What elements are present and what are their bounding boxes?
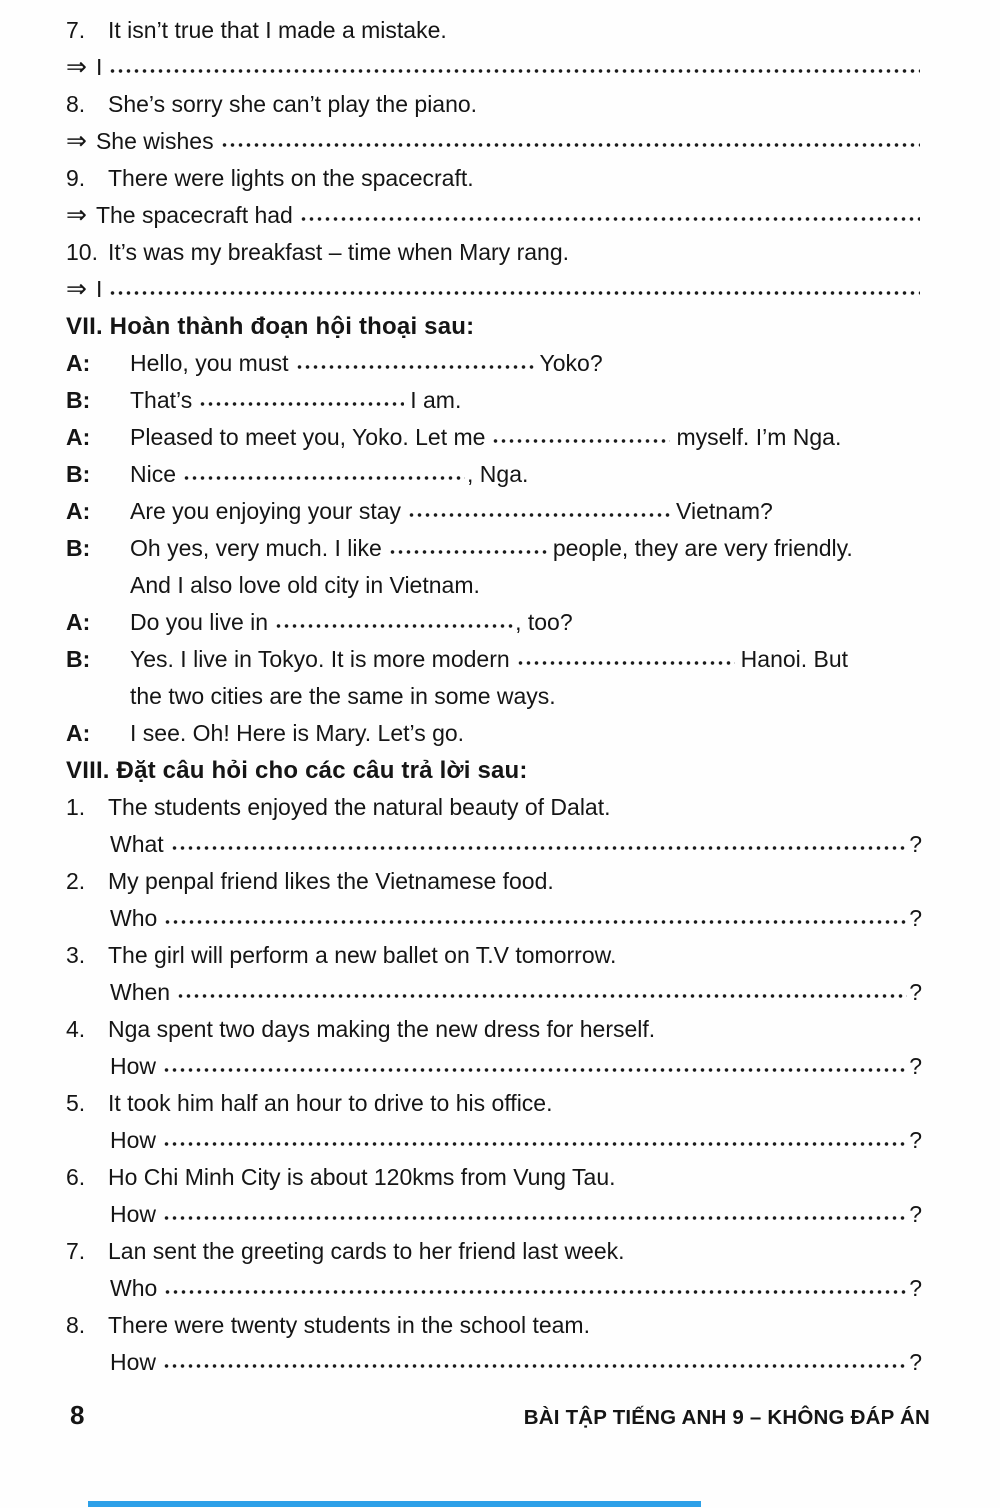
section-heading: VIII. Đặt câu hỏi cho các câu trả lời sau: (66, 757, 528, 784)
dialogue-text: Are you enjoying your stay (130, 498, 402, 524)
double-arrow-icon: ⇒ (66, 275, 87, 303)
question-mark: ? (909, 905, 922, 931)
source-sentence: It’s was my breakfast – time when Mary rang. (108, 239, 570, 265)
dotted-blank (275, 622, 513, 630)
dotted-blank (492, 437, 670, 445)
transform-exercise (66, 12, 922, 308)
dotted-blank (296, 363, 534, 371)
dotted-blank (163, 1066, 907, 1074)
dialogue-line (66, 493, 922, 530)
dialogue-text: And I also love old city in Vietnam. (130, 572, 480, 598)
speaker-label: A: (66, 498, 91, 524)
dialogue-line (66, 530, 922, 567)
dotted-blank (221, 141, 920, 149)
dotted-blank (163, 1140, 907, 1148)
exercise-item (66, 86, 922, 123)
speaker-label: B: (66, 646, 91, 672)
exercise-item (66, 789, 922, 826)
double-arrow-icon: ⇒ (66, 53, 87, 81)
dialogue-text: Oh yes, very much. I like (130, 535, 382, 561)
dialogue-text: Hello, you must (130, 350, 289, 376)
question-word: How (110, 1127, 157, 1153)
footer-title: BÀI TẬP TIẾNG ANH 9 – KHÔNG ĐÁP ÁN (523, 1406, 930, 1429)
answer-line (66, 271, 922, 308)
question-word: When (110, 979, 171, 1005)
answer-sentence: It took him half an hour to drive to his office. (108, 1090, 553, 1116)
question-word: What (110, 831, 164, 857)
dialogue-text: Nice (130, 461, 177, 487)
answer-sentence: The girl will perform a new ballet on T.V tomorrow. (108, 942, 617, 968)
dialogue-text: Do you live in (130, 609, 269, 635)
dotted-blank (171, 844, 908, 852)
dialogue-continuation (66, 678, 922, 715)
dotted-blank (177, 992, 907, 1000)
section-heading: VII. Hoàn thành đoạn hội thoại sau: (66, 313, 475, 340)
question-line (66, 1048, 922, 1085)
question-word: Who (110, 905, 158, 931)
question-mark: ? (909, 979, 922, 1005)
dotted-blank (183, 474, 465, 482)
answer-stem: I (95, 54, 103, 80)
dialogue-text: Yes. I live in Tokyo. It is more modern (130, 646, 510, 672)
dialogue-text: , too? (515, 609, 573, 635)
item-number: 7. (66, 1238, 86, 1264)
dotted-blank (163, 1214, 907, 1222)
dialogue-text: people, they are very friendly. (552, 535, 853, 561)
dialogue-line (66, 382, 922, 419)
speaker-label: A: (66, 609, 91, 635)
question-line (66, 1122, 922, 1159)
section-vii-dialogue (66, 308, 922, 752)
question-line (66, 1344, 922, 1381)
exercise-item (66, 1233, 922, 1270)
question-line (66, 974, 922, 1011)
question-word: How (110, 1053, 157, 1079)
speaker-label: B: (66, 387, 91, 413)
dotted-blank (517, 659, 735, 667)
dialogue-continuation (66, 567, 922, 604)
answer-line (66, 123, 922, 160)
dotted-blank (164, 918, 907, 926)
question-mark: ? (909, 831, 922, 857)
exercise-item (66, 160, 922, 197)
dialogue-text: , Nga. (467, 461, 529, 487)
question-line (66, 1196, 922, 1233)
question-line (66, 1270, 922, 1307)
section-viii-questions (66, 752, 922, 1381)
question-mark: ? (909, 1275, 922, 1301)
page-number: 8 (70, 1400, 85, 1430)
page-content (66, 12, 922, 1381)
item-number: 5. (66, 1090, 86, 1116)
answer-stem: The spacecraft had (95, 202, 293, 228)
dialogue-line (66, 345, 922, 382)
answer-stem: She wishes (95, 128, 214, 154)
question-mark: ? (909, 1349, 922, 1375)
item-number: 7. (66, 17, 86, 43)
question-mark: ? (909, 1053, 922, 1079)
speaker-label: B: (66, 535, 91, 561)
dotted-blank (164, 1288, 907, 1296)
dialogue-text: That’s (130, 387, 193, 413)
dialogue-text: I am. (410, 387, 462, 413)
question-word: How (110, 1349, 157, 1375)
dotted-blank (109, 67, 920, 75)
speaker-label: A: (66, 350, 91, 376)
scan-artifact-bar (88, 1501, 701, 1507)
answer-sentence: There were twenty students in the school team. (108, 1312, 590, 1338)
item-number: 10. (66, 239, 98, 265)
dotted-blank (408, 511, 670, 519)
dialogue-text: the two cities are the same in some ways. (130, 683, 556, 709)
item-number: 3. (66, 942, 86, 968)
answer-line (66, 197, 922, 234)
dialogue-line (66, 604, 922, 641)
exercise-item (66, 234, 922, 271)
question-mark: ? (909, 1127, 922, 1153)
dialogue-text: myself. I’m Nga. (676, 424, 842, 450)
double-arrow-icon: ⇒ (66, 201, 87, 229)
exercise-item (66, 863, 922, 900)
dialogue-text: I see. Oh! Here is Mary. Let’s go. (130, 720, 465, 746)
dialogue-line (66, 419, 922, 456)
source-sentence: There were lights on the spacecraft. (108, 165, 474, 191)
item-number: 2. (66, 868, 86, 894)
dotted-blank (109, 289, 920, 297)
item-number: 1. (66, 794, 86, 820)
dialogue-line (66, 641, 922, 678)
item-number: 4. (66, 1016, 86, 1042)
speaker-label: B: (66, 461, 91, 487)
answer-stem: I (95, 276, 103, 302)
dotted-blank (389, 548, 547, 556)
item-number: 9. (66, 165, 86, 191)
double-arrow-icon: ⇒ (66, 127, 87, 155)
exercise-item (66, 937, 922, 974)
dialogue-line (66, 715, 922, 752)
exercise-item (66, 1307, 922, 1344)
exercise-item (66, 12, 922, 49)
dialogue-line (66, 456, 922, 493)
dotted-blank (163, 1362, 907, 1370)
dotted-blank (300, 215, 920, 223)
item-number: 6. (66, 1164, 86, 1190)
dialogue-text: Yoko? (539, 350, 603, 376)
question-word: How (110, 1201, 157, 1227)
exercise-item (66, 1085, 922, 1122)
question-line (66, 900, 922, 937)
exercise-item (66, 1159, 922, 1196)
speaker-label: A: (66, 424, 91, 450)
answer-sentence: Lan sent the greeting cards to her friend last week. (108, 1238, 625, 1264)
dialogue-text: Pleased to meet you, Yoko. Let me (130, 424, 486, 450)
dialogue-text: Hanoi. But (740, 646, 849, 672)
question-mark: ? (909, 1201, 922, 1227)
source-sentence: She’s sorry she can’t play the piano. (108, 91, 478, 117)
answer-sentence: The students enjoyed the natural beauty of Dalat. (108, 794, 611, 820)
question-line (66, 826, 922, 863)
answer-sentence: Ho Chi Minh City is about 120kms from Vung Tau. (108, 1164, 616, 1190)
answer-line (66, 49, 922, 86)
item-number: 8. (66, 91, 86, 117)
answer-sentence: My penpal friend likes the Vietnamese food. (108, 868, 554, 894)
source-sentence: It isn’t true that I made a mistake. (108, 17, 447, 43)
item-number: 8. (66, 1312, 86, 1338)
exercise-item (66, 1011, 922, 1048)
answer-sentence: Nga spent two days making the new dress for herself. (108, 1016, 656, 1042)
speaker-label: A: (66, 720, 91, 746)
page-footer (70, 1400, 930, 1431)
dotted-blank (199, 400, 404, 408)
dialogue-text: Vietnam? (676, 498, 773, 524)
question-word: Who (110, 1275, 158, 1301)
